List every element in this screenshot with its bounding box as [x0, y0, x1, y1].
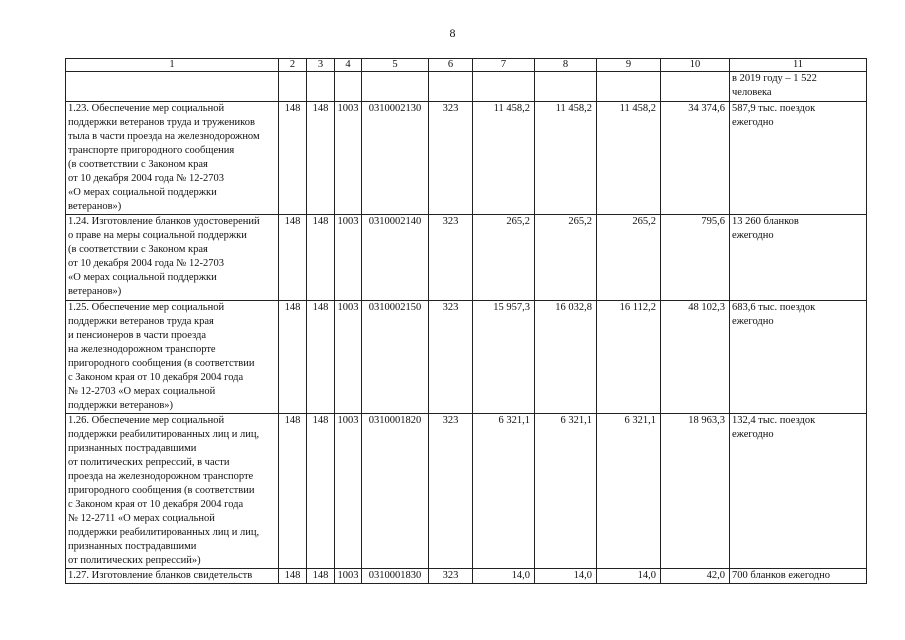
table-cell: 148 — [307, 102, 335, 215]
table-cell: 16 032,8 — [535, 301, 597, 414]
table-cell: 14,0 — [535, 569, 597, 584]
table-cell: 14,0 — [597, 569, 661, 584]
table-cell: 148 — [307, 414, 335, 569]
table-cell: 1003 — [335, 569, 362, 584]
result-cell: 13 260 бланков ежегодно — [730, 215, 867, 301]
table-cell: 1003 — [335, 215, 362, 301]
table-row — [66, 102, 867, 215]
table-cell: 265,2 — [535, 215, 597, 301]
column-number-row — [66, 59, 867, 72]
table-cell: 148 — [307, 301, 335, 414]
result-cell: 700 бланков ежегодно — [730, 569, 867, 584]
table-cell: 265,2 — [473, 215, 535, 301]
table-cell — [535, 72, 597, 102]
header-cell: 10 — [661, 59, 730, 72]
header-cell: 3 — [307, 59, 335, 72]
table-cell: 148 — [279, 301, 307, 414]
table-cell — [429, 72, 473, 102]
table-cell: 48 102,3 — [661, 301, 730, 414]
table-cell: 1003 — [335, 414, 362, 569]
table-cell — [279, 72, 307, 102]
budget-table-wrapper — [65, 58, 867, 584]
table-cell — [335, 72, 362, 102]
header-cell: 1 — [66, 59, 279, 72]
header-cell: 7 — [473, 59, 535, 72]
table-cell — [473, 72, 535, 102]
result-cell: 132,4 тыс. поездок ежегодно — [730, 414, 867, 569]
header-cell: 8 — [535, 59, 597, 72]
table-cell: 323 — [429, 215, 473, 301]
table-cell: 148 — [307, 215, 335, 301]
table-cell: 11 458,2 — [597, 102, 661, 215]
table-cell: 148 — [279, 569, 307, 584]
measure-name-cell: 1.24. Изготовление бланков удостоверений о праве на меры социальной поддержки (в соответствии с Законом края от 10 декабря 2004 года № 12-2703 «О мерах социальной поддержки ветеранов») — [66, 215, 279, 301]
table-row — [66, 414, 867, 569]
table-cell: 148 — [279, 414, 307, 569]
result-cell: 587,9 тыс. поездок ежегодно — [730, 102, 867, 215]
table-row — [66, 569, 867, 584]
table-cell: 148 — [279, 215, 307, 301]
table-cell: 795,6 — [661, 215, 730, 301]
table-cell: 323 — [429, 301, 473, 414]
header-cell: 2 — [279, 59, 307, 72]
measure-name-cell: 1.27. Изготовление бланков свидетельств — [66, 569, 279, 584]
table-cell: 14,0 — [473, 569, 535, 584]
table-cell: 0310002150 — [362, 301, 429, 414]
header-cell: 4 — [335, 59, 362, 72]
table-row — [66, 215, 867, 301]
table-cell: 0310001830 — [362, 569, 429, 584]
table-cell: 0310001820 — [362, 414, 429, 569]
table-cell: 34 374,6 — [661, 102, 730, 215]
table-cell — [661, 72, 730, 102]
table-cell: 18 963,3 — [661, 414, 730, 569]
table-cell — [362, 72, 429, 102]
table-cell: 323 — [429, 414, 473, 569]
table-cell: 6 321,1 — [473, 414, 535, 569]
table-cell: 148 — [307, 569, 335, 584]
table-cell: 11 458,2 — [535, 102, 597, 215]
measure-name-cell: 1.25. Обеспечение мер социальной поддержки ветеранов труда края и пенсионеров в части проезда на железнодорожном транспорте пригородного сообщения (в соответствии с Законом края от 10 декабря 2004 года № 12-2703 «О мерах социальной поддержки ветеранов») — [66, 301, 279, 414]
table-cell — [307, 72, 335, 102]
result-cell: в 2019 году – 1 522 человека — [730, 72, 867, 102]
table-cell: 323 — [429, 102, 473, 215]
table-cell: 323 — [429, 569, 473, 584]
header-cell: 11 — [730, 59, 867, 72]
table-cell — [597, 72, 661, 102]
table-cell: 0310002130 — [362, 102, 429, 215]
table-cell: 6 321,1 — [535, 414, 597, 569]
table-cell: 1003 — [335, 301, 362, 414]
header-cell: 5 — [362, 59, 429, 72]
table-cell: 15 957,3 — [473, 301, 535, 414]
table-cell: 1003 — [335, 102, 362, 215]
table-cell: 16 112,2 — [597, 301, 661, 414]
table-cell: 42,0 — [661, 569, 730, 584]
result-cell: 683,6 тыс. поездок ежегодно — [730, 301, 867, 414]
measure-name-cell: 1.26. Обеспечение мер социальной поддержки реабилитированных лиц и лиц, признанных пострадавшими от политических репрессий, в части проезда на железнодорожном транспорте пригородного сообщения (в соответствии с Законом края от 10 декабря 2004 года № 12-2711 «О мерах социальной поддержки реабилитированных лиц и лиц, признанных пострадавшими от политических репрессий») — [66, 414, 279, 569]
header-cell: 9 — [597, 59, 661, 72]
table-row — [66, 301, 867, 414]
measure-name-cell — [66, 72, 279, 102]
table-cell: 11 458,2 — [473, 102, 535, 215]
header-cell: 6 — [429, 59, 473, 72]
page-number: 8 — [449, 26, 456, 40]
table-row — [66, 72, 867, 102]
measure-name-cell: 1.23. Обеспечение мер социальной поддержки ветеранов труда и тружеников тыла в части проезда на железнодорожном транспорте пригородного сообщения (в соответствии с Законом края от 10 декабря 2004 года № 12-2703 «О мерах социальной поддержки ветеранов») — [66, 102, 279, 215]
budget-table — [65, 58, 867, 584]
table-cell: 265,2 — [597, 215, 661, 301]
table-cell: 148 — [279, 102, 307, 215]
table-cell: 6 321,1 — [597, 414, 661, 569]
table-cell: 0310002140 — [362, 215, 429, 301]
